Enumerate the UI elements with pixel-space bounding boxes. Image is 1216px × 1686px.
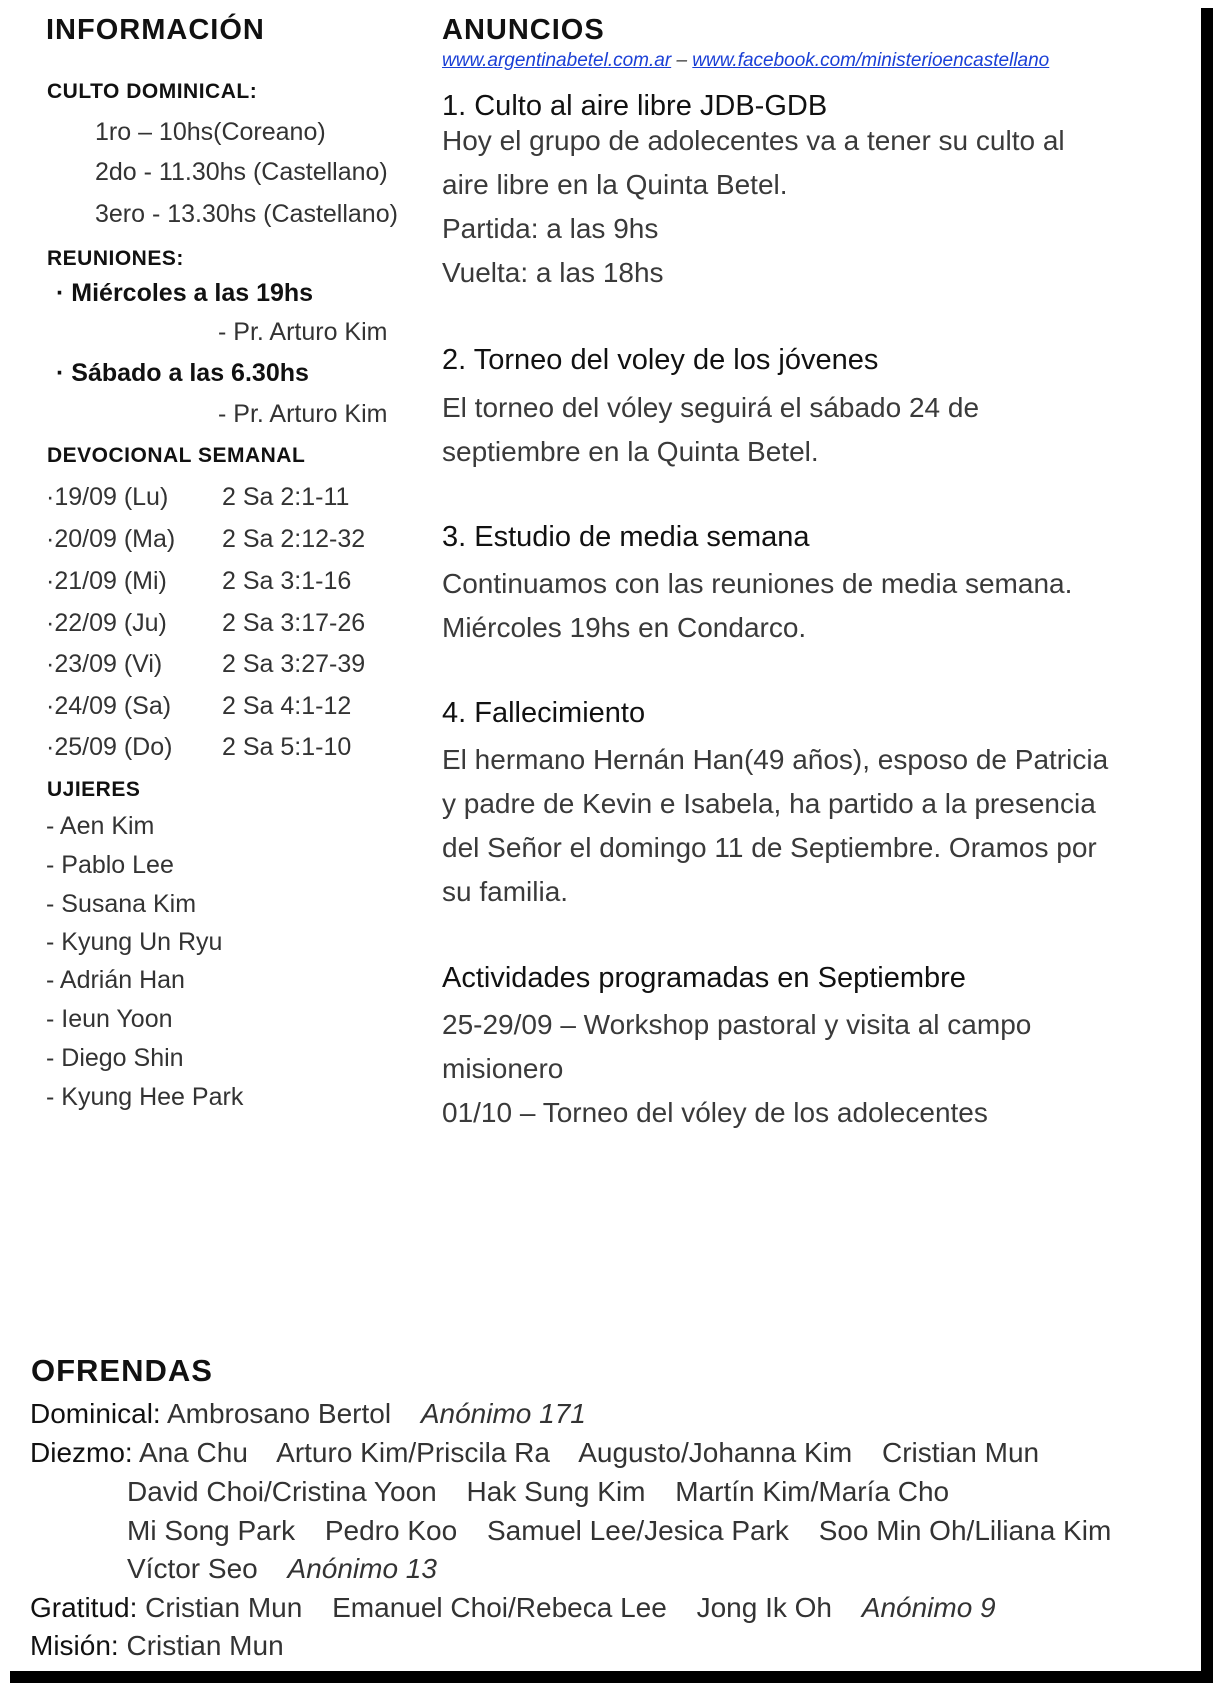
- culto-label: CULTO DOMINICAL:: [47, 80, 258, 103]
- devocional-date: ·25/09 (Do): [46, 733, 173, 761]
- announcement-line: y padre de Kevin e Isabela, ha partido a la presencia: [442, 788, 1096, 819]
- donor-name: Víctor Seo: [127, 1553, 258, 1584]
- announcement-line: aire libre en la Quinta Betel.: [442, 169, 788, 200]
- activity-line: misionero: [442, 1053, 564, 1084]
- anuncios-heading: ANUNCIOS: [442, 14, 605, 46]
- donor-name: Cristian Mun: [126, 1630, 284, 1661]
- ujier-item: - Aen Kim: [46, 812, 155, 840]
- announcement-title: 3. Estudio de media semana: [442, 521, 810, 553]
- page-shadow-bottom: [10, 1671, 1213, 1683]
- ofrenda-diezmo-row: [127, 1515, 1111, 1547]
- page-shadow-right: [1201, 8, 1213, 1678]
- donor-name: Ambrosano Bertol: [166, 1398, 392, 1429]
- link-separator: –: [671, 50, 693, 71]
- reunion-leader-2: - Pr. Arturo Kim: [218, 400, 388, 428]
- devocional-ref: 2 Sa 2:12-32: [222, 525, 366, 553]
- donor-name: Pedro Koo: [324, 1515, 458, 1546]
- gratitud-label: Gratitud:: [30, 1592, 138, 1623]
- announcement-body: [442, 386, 1182, 474]
- announcement-line: Hoy el grupo de adolecentes va a tener su culto al: [442, 125, 1065, 156]
- anonymous-donor: Anónimo 9: [861, 1592, 996, 1623]
- ujier-item: - Pablo Lee: [46, 851, 174, 879]
- donor-name: Ana Chu: [138, 1437, 248, 1468]
- devocional-date: ·23/09 (Vi): [46, 650, 163, 678]
- activity-line: 25-29/09 – Workshop pastoral y visita al campo: [442, 1009, 1032, 1040]
- culto-line-2: 2do - 11.30hs (Castellano): [95, 158, 388, 186]
- anonymous-donor: Anónimo 13: [287, 1553, 437, 1584]
- donor-name: Cristian Mun: [145, 1592, 303, 1623]
- info-heading: INFORMACIÓN: [46, 14, 265, 46]
- donor-name: Soo Min Oh/Liliana Kim: [818, 1515, 1112, 1546]
- announcement-line: Vuelta: a las 18hs: [442, 257, 664, 288]
- devocional-ref: 2 Sa 5:1-10: [222, 733, 352, 761]
- devocional-date: ·20/09 (Ma): [46, 525, 176, 553]
- donor-name: Mi Song Park: [127, 1515, 296, 1546]
- ofrenda-diezmo-row: [127, 1553, 437, 1585]
- diezmo-label: Diezmo:: [30, 1437, 133, 1468]
- announcement-line: Continuamos con las reuniones de media semana.: [442, 568, 1073, 599]
- announcement-title: 1. Culto al aire libre JDB-GDB: [442, 90, 828, 122]
- announcement-line: septiembre en la Quinta Betel.: [442, 436, 819, 467]
- ujier-item: - Diego Shin: [46, 1044, 184, 1072]
- ujier-item: - Susana Kim: [46, 890, 197, 918]
- ofrenda-diezmo-row: [30, 1437, 1039, 1469]
- facebook-link[interactable]: www.facebook.com/ministerioencastellano: [692, 50, 1050, 71]
- ujier-item: - Ieun Yoon: [46, 1005, 173, 1033]
- announcement-body: [442, 738, 1182, 914]
- reunion-day-2: · Sábado a las 6.30hs: [56, 359, 309, 387]
- website-link[interactable]: www.argentinabetel.com.ar: [442, 50, 672, 71]
- donor-name: Samuel Lee/Jesica Park: [486, 1515, 789, 1546]
- donor-name: Arturo Kim/Priscila Ra: [276, 1437, 550, 1468]
- ofrendas-heading: OFRENDAS: [31, 1353, 213, 1388]
- devocional-ref: 2 Sa 2:1-11: [222, 483, 350, 511]
- announcement-title: 2. Torneo del voley de los jóvenes: [442, 344, 879, 376]
- dominical-label: Dominical:: [30, 1398, 161, 1429]
- donor-name: Augusto/Johanna Kim: [578, 1437, 853, 1468]
- announcement-line: El torneo del vóley seguirá el sábado 24 de: [442, 392, 980, 423]
- ujier-item: - Kyung Un Ryu: [46, 928, 223, 956]
- devocional-ref: 2 Sa 3:27-39: [222, 650, 366, 678]
- devocional-date: ·22/09 (Ju): [46, 609, 167, 637]
- announcement-line: Miércoles 19hs en Condarco.: [442, 612, 807, 643]
- devocional-label: DEVOCIONAL SEMANAL: [47, 444, 306, 467]
- donor-name: Jong Ik Oh: [696, 1592, 832, 1623]
- ofrenda-diezmo-row: [127, 1476, 949, 1508]
- ujier-item: - Adrián Han: [46, 966, 185, 994]
- anonymous-donor: Anónimo 171: [420, 1398, 586, 1429]
- culto-line-3: 3ero - 13.30hs (Castellano): [95, 200, 398, 228]
- ofrenda-mision: [30, 1630, 284, 1662]
- mision-label: Misión:: [30, 1630, 119, 1661]
- activities-body: [442, 1003, 1182, 1135]
- devocional-date: ·19/09 (Lu): [46, 483, 169, 511]
- reuniones-label: REUNIONES:: [47, 247, 184, 270]
- announcement-title: 4. Fallecimiento: [442, 697, 646, 729]
- announcement-line: su familia.: [442, 876, 569, 907]
- announcement-body: [442, 119, 1182, 295]
- devocional-date: ·21/09 (Mi): [46, 567, 167, 595]
- ujier-item: - Kyung Hee Park: [46, 1083, 244, 1111]
- activities-title: Actividades programadas en Septiembre: [442, 962, 966, 994]
- announcement-line: Partida: a las 9hs: [442, 213, 659, 244]
- announcement-body: [442, 562, 1182, 650]
- ofrenda-dominical: [30, 1398, 586, 1430]
- ujieres-label: UJIERES: [47, 778, 141, 801]
- donor-name: Martín Kim/María Cho: [675, 1476, 950, 1507]
- reunion-leader-1: - Pr. Arturo Kim: [218, 318, 388, 346]
- devocional-ref: 2 Sa 3:1-16: [222, 567, 352, 595]
- announcement-line: El hermano Hernán Han(49 años), esposo de Patricia: [442, 744, 1109, 775]
- activity-line: 01/10 – Torneo del vóley de los adolecentes: [442, 1097, 988, 1128]
- devocional-ref: 2 Sa 4:1-12: [222, 692, 352, 720]
- devocional-date: ·24/09 (Sa): [46, 692, 172, 720]
- announcement-line: del Señor el domingo 11 de Septiembre. Oramos por: [442, 832, 1097, 863]
- links-line: [442, 50, 1049, 72]
- donor-name: Hak Sung Kim: [466, 1476, 646, 1507]
- donor-name: Cristian Mun: [881, 1437, 1040, 1468]
- ofrenda-gratitud: [30, 1592, 996, 1624]
- culto-line-1: 1ro – 10hs(Coreano): [95, 118, 326, 146]
- donor-name: David Choi/Cristina Yoon: [127, 1476, 437, 1507]
- devocional-ref: 2 Sa 3:17-26: [222, 609, 366, 637]
- reunion-day-1: · Miércoles a las 19hs: [56, 279, 314, 307]
- donor-name: Emanuel Choi/Rebeca Lee: [332, 1592, 667, 1623]
